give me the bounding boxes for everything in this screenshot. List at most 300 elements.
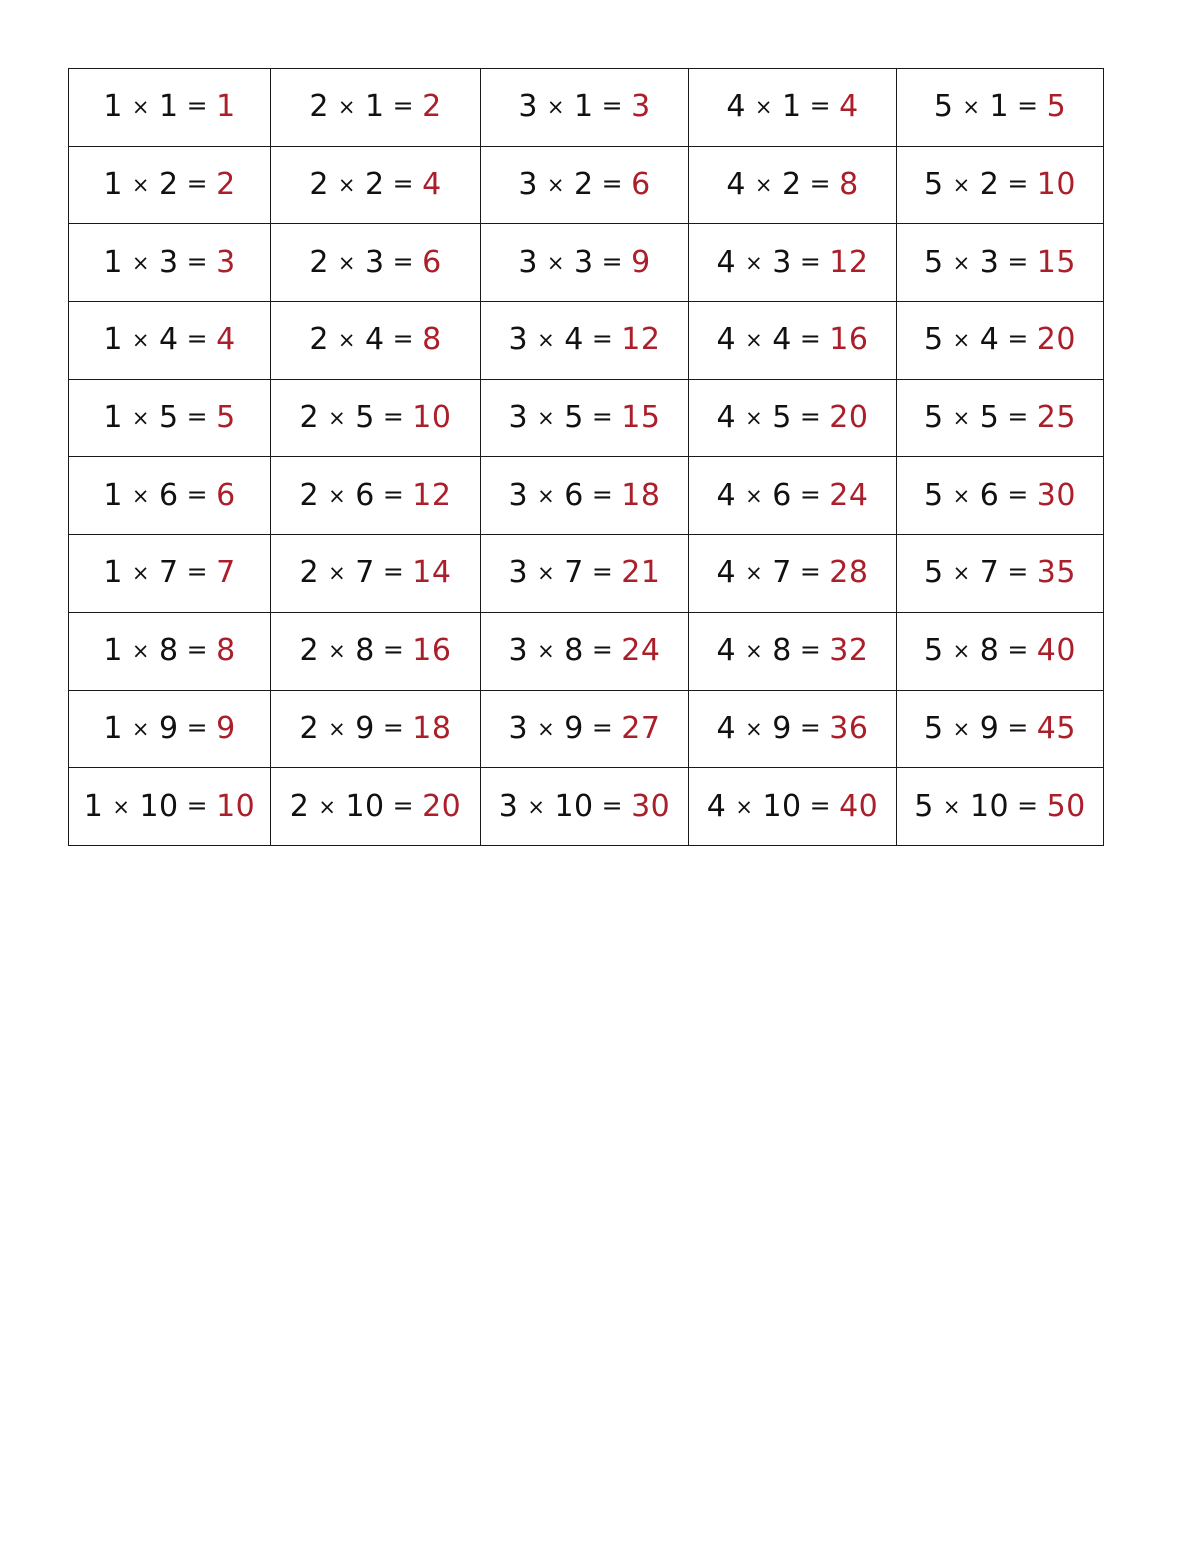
table-body <box>69 69 1104 846</box>
equation <box>103 167 236 203</box>
product-value: 12 <box>412 477 452 513</box>
equation-cell[interactable] <box>897 612 1104 690</box>
product-value: 6 <box>422 244 442 280</box>
second-operand: 10 <box>554 788 594 824</box>
equation-cell[interactable] <box>481 69 689 147</box>
equals-sign-icon: = <box>601 246 624 276</box>
equation <box>309 244 442 280</box>
equals-sign-icon: = <box>799 557 822 587</box>
equation-cell[interactable] <box>897 768 1104 846</box>
first-operand: 1 <box>103 400 123 436</box>
equation-cell[interactable] <box>481 146 689 224</box>
second-operand: 2 <box>159 167 179 203</box>
equals-sign-icon: = <box>1007 557 1029 587</box>
second-operand: 10 <box>762 788 802 824</box>
product-value: 36 <box>829 710 869 746</box>
equals-sign-icon: = <box>382 712 405 742</box>
first-operand: 1 <box>103 477 123 513</box>
second-operand: 1 <box>782 89 802 125</box>
multiplication-sign-icon: × <box>537 483 556 508</box>
first-operand: 1 <box>103 244 123 280</box>
second-operand: 2 <box>782 167 802 203</box>
equals-sign-icon: = <box>591 324 614 354</box>
first-operand: 4 <box>716 477 737 513</box>
equation-cell[interactable] <box>69 224 271 302</box>
first-operand: 4 <box>716 633 737 669</box>
equals-sign-icon: = <box>186 169 209 199</box>
equation-cell[interactable] <box>69 302 271 380</box>
product-value: 8 <box>839 167 859 203</box>
equation <box>924 477 1076 513</box>
first-operand: 3 <box>518 244 538 280</box>
equation <box>924 710 1076 746</box>
equals-sign-icon: = <box>1017 91 1039 121</box>
multiplication-sign-icon: × <box>131 639 151 664</box>
equation-cell[interactable] <box>271 612 481 690</box>
first-operand: 3 <box>508 322 529 358</box>
first-operand: 3 <box>508 633 529 669</box>
product-value: 27 <box>621 710 661 746</box>
equation <box>726 167 859 203</box>
equation <box>309 322 442 358</box>
equation-cell[interactable] <box>69 146 271 224</box>
table-row <box>69 535 1104 613</box>
equation <box>716 633 869 669</box>
equals-sign-icon: = <box>591 479 614 509</box>
product-value: 1 <box>216 89 236 125</box>
table-row <box>69 612 1104 690</box>
multiplication-sign-icon: × <box>537 406 556 431</box>
equation-cell[interactable] <box>481 302 689 380</box>
first-operand: 5 <box>924 322 944 358</box>
product-value: 5 <box>1046 89 1067 125</box>
first-operand: 1 <box>83 788 104 824</box>
equals-sign-icon: = <box>1007 324 1029 354</box>
second-operand: 9 <box>159 710 179 746</box>
equals-sign-icon: = <box>799 712 822 742</box>
first-operand: 4 <box>716 555 737 591</box>
equals-sign-icon: = <box>382 557 405 587</box>
equation <box>83 788 256 824</box>
equation <box>716 555 869 591</box>
first-operand: 4 <box>726 89 746 125</box>
equation-cell[interactable] <box>271 69 481 147</box>
second-operand: 9 <box>772 710 792 746</box>
equation <box>103 322 236 358</box>
second-operand: 4 <box>159 322 179 358</box>
equals-sign-icon: = <box>1017 790 1039 820</box>
product-value: 4 <box>422 167 442 203</box>
product-value: 20 <box>422 788 462 824</box>
equals-sign-icon: = <box>186 557 209 587</box>
equation <box>508 633 661 669</box>
first-operand: 4 <box>706 788 727 824</box>
multiplication-sign-icon: × <box>745 716 764 741</box>
equals-sign-icon: = <box>1007 402 1029 432</box>
equals-sign-icon: = <box>591 712 614 742</box>
equals-sign-icon: = <box>799 635 822 665</box>
multiplication-sign-icon: × <box>337 328 357 353</box>
second-operand: 8 <box>979 633 1000 669</box>
multiplication-sign-icon: × <box>754 173 774 198</box>
equation-cell[interactable] <box>69 69 271 147</box>
first-operand: 1 <box>103 167 123 203</box>
second-operand: 4 <box>772 322 792 358</box>
equals-sign-icon: = <box>186 712 209 742</box>
product-value: 32 <box>829 633 869 669</box>
multiplication-sign-icon: × <box>754 95 774 120</box>
second-operand: 7 <box>355 555 375 591</box>
first-operand: 5 <box>924 167 944 203</box>
multiplication-sign-icon: × <box>952 716 971 741</box>
first-operand: 2 <box>309 322 329 358</box>
product-value: 3 <box>216 244 236 280</box>
equation <box>103 710 236 746</box>
table-row <box>69 379 1104 457</box>
product-value: 30 <box>631 788 671 824</box>
equation-cell[interactable] <box>69 379 271 457</box>
table-row <box>69 690 1104 768</box>
product-value: 12 <box>621 322 661 358</box>
multiplication-sign-icon: × <box>745 250 764 275</box>
equation-cell[interactable] <box>481 612 689 690</box>
equation <box>299 555 452 591</box>
product-value: 14 <box>412 555 452 591</box>
multiplication-sign-icon: × <box>131 483 151 508</box>
equation-cell[interactable] <box>481 690 689 768</box>
equation-cell[interactable] <box>897 379 1104 457</box>
equation <box>508 400 661 436</box>
equation <box>103 89 236 125</box>
equation <box>103 555 236 591</box>
equation <box>103 244 236 280</box>
equals-sign-icon: = <box>809 790 832 820</box>
product-value: 24 <box>621 633 661 669</box>
first-operand: 1 <box>103 633 123 669</box>
second-operand: 3 <box>159 244 179 280</box>
equals-sign-icon: = <box>799 246 822 276</box>
first-operand: 4 <box>726 167 746 203</box>
table-row <box>69 224 1104 302</box>
equation <box>726 89 859 125</box>
product-value: 20 <box>1036 322 1076 358</box>
multiplication-sign-icon: × <box>546 250 566 275</box>
multiplication-sign-icon: × <box>337 95 357 120</box>
equals-sign-icon: = <box>392 91 415 121</box>
equation <box>508 322 661 358</box>
product-value: 5 <box>216 400 236 436</box>
first-operand: 2 <box>309 89 329 125</box>
second-operand: 5 <box>564 400 584 436</box>
product-value: 9 <box>216 710 236 746</box>
multiplication-sign-icon: × <box>328 639 347 664</box>
equation-cell[interactable] <box>897 146 1104 224</box>
equals-sign-icon: = <box>186 790 209 820</box>
second-operand: 5 <box>355 400 375 436</box>
equation-cell[interactable] <box>689 768 897 846</box>
equation-cell[interactable] <box>481 768 689 846</box>
multiplication-sign-icon: × <box>337 250 357 275</box>
multiplication-sign-icon: × <box>952 250 971 275</box>
equation <box>924 244 1076 280</box>
multiplication-sign-icon: × <box>328 483 347 508</box>
multiplication-sign-icon: × <box>337 173 357 198</box>
equals-sign-icon: = <box>809 169 832 199</box>
equation-cell[interactable] <box>271 146 481 224</box>
equation-cell[interactable] <box>69 768 271 846</box>
second-operand: 8 <box>564 633 584 669</box>
equation <box>933 89 1067 125</box>
multiplication-sign-icon: × <box>962 95 981 120</box>
multiplication-sign-icon: × <box>952 173 971 198</box>
multiplication-sign-icon: × <box>745 639 764 664</box>
multiplication-sign-icon: × <box>952 561 971 586</box>
equation <box>103 477 236 513</box>
product-value: 20 <box>829 400 869 436</box>
second-operand: 1 <box>989 89 1010 125</box>
equation <box>914 788 1086 824</box>
equation-cell[interactable] <box>481 224 689 302</box>
equation-cell[interactable] <box>271 302 481 380</box>
first-operand: 5 <box>924 477 944 513</box>
equation-cell[interactable] <box>271 224 481 302</box>
multiplication-sign-icon: × <box>131 716 151 741</box>
product-value: 18 <box>412 710 452 746</box>
table-row <box>69 302 1104 380</box>
product-value: 21 <box>621 555 661 591</box>
second-operand: 6 <box>979 477 1000 513</box>
second-operand: 6 <box>355 477 375 513</box>
second-operand: 1 <box>365 89 385 125</box>
equation-cell[interactable] <box>689 690 897 768</box>
equation <box>299 477 452 513</box>
table-row <box>69 146 1104 224</box>
equation-cell[interactable] <box>897 535 1104 613</box>
equation <box>924 167 1076 203</box>
equation-cell[interactable] <box>69 535 271 613</box>
equation-cell[interactable] <box>69 457 271 535</box>
product-value: 40 <box>839 788 879 824</box>
equation-cell[interactable] <box>271 768 481 846</box>
second-operand: 10 <box>139 788 179 824</box>
multiplication-sign-icon: × <box>131 561 151 586</box>
second-operand: 2 <box>979 167 1000 203</box>
multiplication-sign-icon: × <box>131 173 151 198</box>
equals-sign-icon: = <box>186 324 209 354</box>
equals-sign-icon: = <box>186 402 209 432</box>
equation <box>508 555 661 591</box>
first-operand: 4 <box>716 400 737 436</box>
first-operand: 5 <box>924 555 944 591</box>
product-value: 40 <box>1036 633 1076 669</box>
product-value: 2 <box>422 89 442 125</box>
equation <box>706 788 879 824</box>
first-operand: 2 <box>299 400 320 436</box>
second-operand: 3 <box>979 244 1000 280</box>
equation <box>103 400 236 436</box>
equation <box>299 710 452 746</box>
product-value: 25 <box>1036 400 1076 436</box>
equation-cell[interactable] <box>897 69 1104 147</box>
equals-sign-icon: = <box>1007 479 1029 509</box>
first-operand: 2 <box>299 710 320 746</box>
multiplication-sign-icon: × <box>328 406 347 431</box>
equation-cell[interactable] <box>897 457 1104 535</box>
first-operand: 4 <box>716 710 737 746</box>
multiplication-sign-icon: × <box>537 716 556 741</box>
equals-sign-icon: = <box>1007 169 1029 199</box>
multiplication-sign-icon: × <box>112 794 131 819</box>
equation-cell[interactable] <box>689 379 897 457</box>
equation-cell[interactable] <box>271 535 481 613</box>
product-value: 6 <box>631 167 651 203</box>
equation <box>289 788 462 824</box>
equation <box>518 89 651 125</box>
equation-cell[interactable] <box>271 379 481 457</box>
equation-cell[interactable] <box>689 457 897 535</box>
second-operand: 10 <box>969 788 1010 824</box>
multiplication-sign-icon: × <box>527 794 546 819</box>
equals-sign-icon: = <box>1007 246 1029 276</box>
multiplication-sign-icon: × <box>328 561 347 586</box>
first-operand: 2 <box>299 477 320 513</box>
equation-cell[interactable] <box>689 302 897 380</box>
equation-cell[interactable] <box>271 690 481 768</box>
second-operand: 3 <box>365 244 385 280</box>
equation-cell[interactable] <box>481 379 689 457</box>
equation <box>924 400 1076 436</box>
product-value: 12 <box>829 244 869 280</box>
equation <box>299 400 452 436</box>
equals-sign-icon: = <box>382 635 405 665</box>
first-operand: 2 <box>289 788 310 824</box>
multiplication-sign-icon: × <box>942 794 961 819</box>
equation <box>299 633 452 669</box>
second-operand: 6 <box>772 477 792 513</box>
product-value: 7 <box>216 555 236 591</box>
equals-sign-icon: = <box>809 91 832 121</box>
equation <box>716 322 869 358</box>
first-operand: 2 <box>299 633 320 669</box>
second-operand: 7 <box>979 555 1000 591</box>
equation-cell[interactable] <box>481 535 689 613</box>
first-operand: 2 <box>309 167 329 203</box>
equation-cell[interactable] <box>69 690 271 768</box>
multiplication-sign-icon: × <box>952 483 971 508</box>
multiplication-sign-icon: × <box>952 406 971 431</box>
equals-sign-icon: = <box>392 790 415 820</box>
first-operand: 1 <box>103 710 123 746</box>
equation-cell[interactable] <box>689 69 897 147</box>
product-value: 10 <box>412 400 452 436</box>
first-operand: 1 <box>103 555 123 591</box>
second-operand: 9 <box>564 710 584 746</box>
equation <box>309 167 442 203</box>
equals-sign-icon: = <box>591 557 614 587</box>
second-operand: 6 <box>564 477 584 513</box>
multiplication-sign-icon: × <box>745 328 764 353</box>
first-operand: 3 <box>518 89 538 125</box>
multiplication-sign-icon: × <box>735 794 754 819</box>
equation <box>508 477 661 513</box>
second-operand: 9 <box>979 710 1000 746</box>
equation <box>924 555 1076 591</box>
equation-cell[interactable] <box>689 146 897 224</box>
second-operand: 1 <box>574 89 594 125</box>
product-value: 2 <box>216 167 236 203</box>
equation-cell[interactable] <box>689 535 897 613</box>
equation <box>716 400 869 436</box>
product-value: 45 <box>1036 710 1076 746</box>
equation-cell[interactable] <box>69 612 271 690</box>
multiplication-sign-icon: × <box>328 716 347 741</box>
equals-sign-icon: = <box>601 91 624 121</box>
table-row <box>69 457 1104 535</box>
multiplication-sign-icon: × <box>745 561 764 586</box>
multiplication-sign-icon: × <box>745 483 764 508</box>
equals-sign-icon: = <box>382 479 405 509</box>
second-operand: 4 <box>979 322 1000 358</box>
equals-sign-icon: = <box>392 169 415 199</box>
product-value: 15 <box>621 400 661 436</box>
second-operand: 10 <box>345 788 385 824</box>
equals-sign-icon: = <box>186 479 209 509</box>
equation-cell[interactable] <box>897 302 1104 380</box>
second-operand: 7 <box>564 555 584 591</box>
second-operand: 3 <box>574 244 594 280</box>
equals-sign-icon: = <box>186 635 209 665</box>
equation <box>716 477 869 513</box>
equals-sign-icon: = <box>382 402 405 432</box>
multiplication-sign-icon: × <box>745 406 764 431</box>
first-operand: 5 <box>924 400 944 436</box>
equation-cell[interactable] <box>897 690 1104 768</box>
product-value: 15 <box>1036 244 1076 280</box>
second-operand: 4 <box>365 322 385 358</box>
equation-cell[interactable] <box>689 224 897 302</box>
equation <box>518 167 651 203</box>
first-operand: 5 <box>924 710 944 746</box>
equation <box>508 710 661 746</box>
first-operand: 2 <box>299 555 320 591</box>
product-value: 9 <box>631 244 651 280</box>
equation <box>924 322 1076 358</box>
second-operand: 5 <box>772 400 792 436</box>
second-operand: 8 <box>355 633 375 669</box>
equation-cell[interactable] <box>897 224 1104 302</box>
second-operand: 5 <box>979 400 1000 436</box>
second-operand: 8 <box>772 633 792 669</box>
equals-sign-icon: = <box>799 479 822 509</box>
first-operand: 4 <box>716 322 737 358</box>
equation-cell[interactable] <box>689 612 897 690</box>
product-value: 8 <box>422 322 442 358</box>
first-operand: 5 <box>924 633 944 669</box>
equation-cell[interactable] <box>271 457 481 535</box>
multiplication-sign-icon: × <box>952 639 971 664</box>
equation <box>103 633 236 669</box>
second-operand: 4 <box>564 322 584 358</box>
first-operand: 5 <box>924 244 944 280</box>
multiplication-sign-icon: × <box>131 250 151 275</box>
second-operand: 5 <box>159 400 179 436</box>
first-operand: 1 <box>103 89 123 125</box>
product-value: 28 <box>829 555 869 591</box>
product-value: 4 <box>839 89 859 125</box>
second-operand: 1 <box>159 89 179 125</box>
first-operand: 4 <box>716 244 737 280</box>
equation-cell[interactable] <box>481 457 689 535</box>
